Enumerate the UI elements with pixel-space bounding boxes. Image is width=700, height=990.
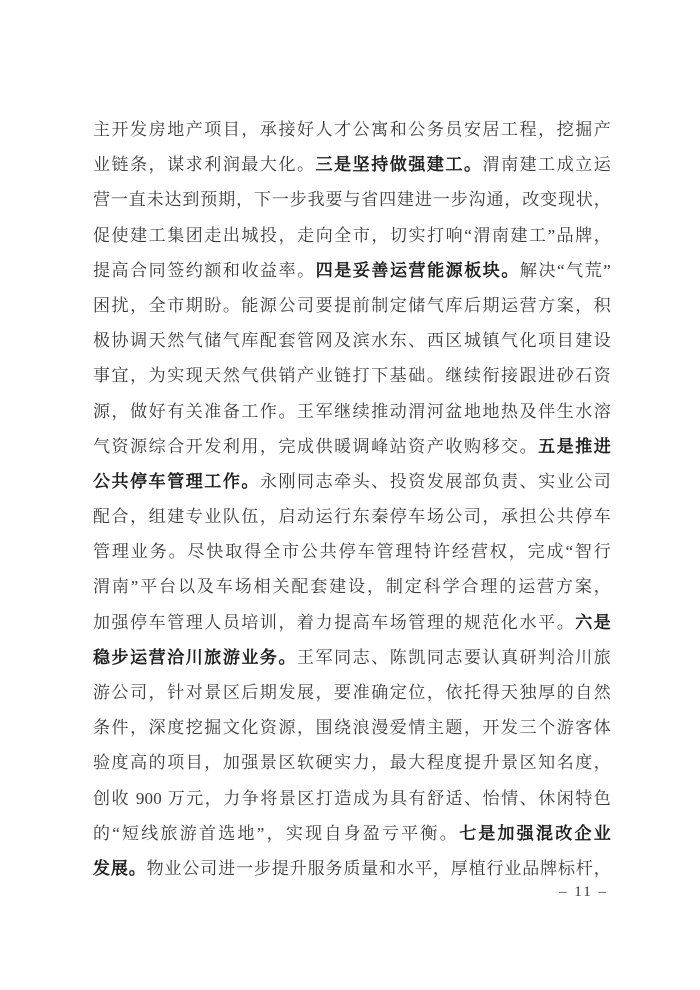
text-segment: 事宜，为实现天然气供销产业链打下基础。继续衔接跟进砂石资 <box>93 366 611 386</box>
page-number: – 11 – <box>559 884 608 900</box>
text-segment: 气资源综合开发利用，完成供暖调峰站资产收购移交。 <box>93 436 539 456</box>
text-segment: 创收 900 万元，力争将景区打造成为具有舒适、怡情、休闲特色 <box>93 788 611 808</box>
text-segment: 管理业务。尽快取得全市公共停车管理特许经营权，完成“智行 <box>93 542 611 562</box>
text-segment: 验度高的项目，加强景区软硬实力，最大程度提升景区知名度， <box>93 753 611 773</box>
text-segment: 渭南建工成立运 <box>482 155 611 175</box>
text-line <box>93 745 611 780</box>
text-segment: 配合，组建专业队伍，启动运行东秦停车场公司，承担公共停车 <box>93 507 611 527</box>
text-line <box>93 640 611 675</box>
text-line <box>93 781 611 816</box>
text-line <box>93 253 611 288</box>
text-segment: 王军同志、陈凯同志要认真研判洽川旅 <box>297 647 611 667</box>
text-line <box>93 851 611 886</box>
text-segment: 加强停车管理人员培训，着力提高车场管理的规范化水平。 <box>93 612 576 632</box>
text-segment: 的“短线旅游首选地”，实现自身盈亏平衡。 <box>93 823 460 843</box>
text-line <box>93 182 611 217</box>
text-segment: 游公司，针对景区后期发展，要准确定位，依托得天独厚的自然 <box>93 683 611 702</box>
text-segment: 渭南”平台以及车场相关配套建设，制定科学合理的运营方案， <box>93 577 611 597</box>
text-line <box>93 675 611 710</box>
text-line <box>93 816 611 851</box>
text-line <box>93 147 611 182</box>
text-line <box>93 464 611 499</box>
bold-text-segment: 公共停车管理工作。 <box>93 471 260 491</box>
text-line <box>93 569 611 604</box>
text-line <box>93 112 611 147</box>
text-segment: 物业公司进一步提升服务质量和水平，厚植行业品牌标杆， <box>146 858 611 878</box>
bold-text-segment: 稳步运营洽川旅游业务。 <box>93 647 298 667</box>
text-segment: 促使建工集团走出城投，走向全市，切实打响“渭南建工”品牌， <box>93 225 611 245</box>
text-segment: 营一直未达到预期，下一步我要与省四建进一步沟通，改变现状， <box>93 190 611 210</box>
text-segment: 极协调天然气储气库配套管网及滨水东、西区城镇气化项目建设 <box>93 331 611 351</box>
text-line <box>93 499 611 534</box>
text-line <box>93 534 611 569</box>
bold-text-segment: 七是加强混改企业 <box>459 823 611 843</box>
bold-text-segment: 五是推进 <box>538 436 611 456</box>
text-line <box>93 358 611 393</box>
text-line <box>93 288 611 323</box>
text-segment: 业链条，谋求利润最大化。 <box>93 155 316 175</box>
bold-text-segment: 四是妥善运营能源板块。 <box>315 260 520 280</box>
text-segment: 解决“气荒” <box>519 260 611 280</box>
text-line <box>93 710 611 745</box>
text-line <box>93 429 611 464</box>
text-segment: 困扰，全市期盼。能源公司要提前制定储气库后期运营方案，积 <box>93 295 611 315</box>
text-line <box>93 605 611 640</box>
text-segment: 源，做好有关准备工作。王军继续推动渭河盆地地热及伴生水溶 <box>93 401 611 421</box>
text-segment: 条件，深度挖掘文化资源，围绕浪漫爱情主题，开发三个游客体 <box>93 718 611 738</box>
text-segment: 永刚同志牵头、投资发展部负责、实业公司 <box>259 471 611 491</box>
bold-text-segment: 三是坚持做强建工。 <box>315 155 483 175</box>
text-line <box>93 323 611 358</box>
text-segment: 提高合同签约额和收益率。 <box>93 260 316 280</box>
bold-text-segment: 六是 <box>575 612 611 632</box>
bold-text-segment: 发展。 <box>93 858 147 878</box>
text-line <box>93 218 611 253</box>
text-line <box>93 394 611 429</box>
body-text <box>93 112 611 886</box>
text-segment: 主开发房地产项目，承接好人才公寓和公务员安居工程，挖掘产 <box>93 120 611 139</box>
